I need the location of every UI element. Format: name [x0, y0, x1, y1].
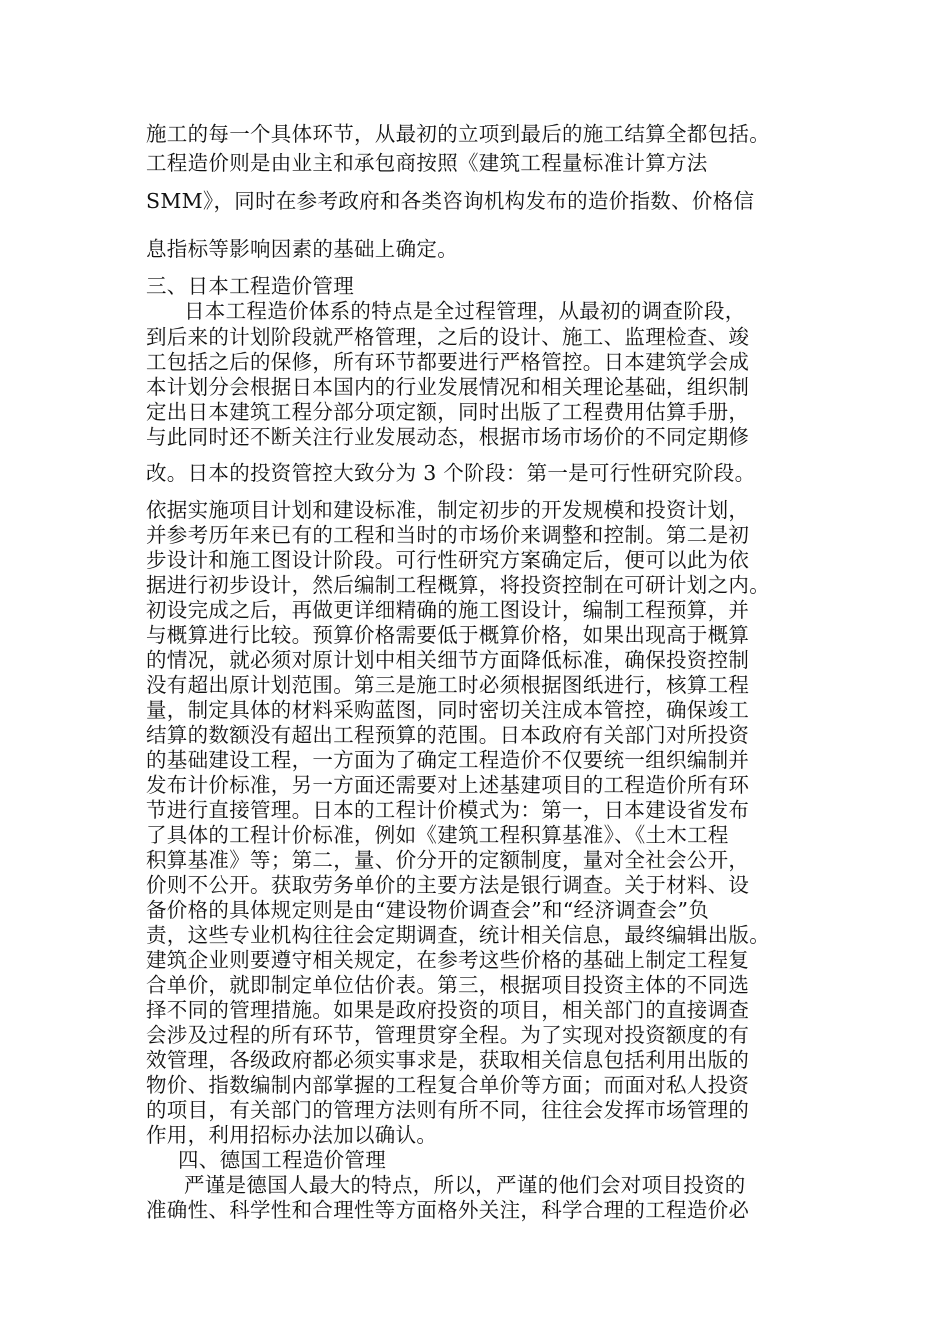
paragraph-line: 工程造价则是由业主和承包商按照《建筑工程量标准计算方法 — [146, 151, 708, 175]
paragraph-line: SMM》，同时在参考政府和各类咨询机构发布的造价指数、价格信 — [146, 189, 755, 213]
paragraph-line: 节进行直接管理。日本的工程计价模式为：第一，日本建设省发布 — [146, 798, 750, 822]
paragraph-line: 结算的数额没有超出工程预算的范围。日本政府有关部门对所投资 — [146, 723, 750, 747]
paragraph-line: 积算基准》等；第二，量、价分开的定额制度，量对全社会公开， — [146, 848, 750, 872]
paragraph-line: 效管理，各级政府都必须实事求是，获取相关信息包括利用出版的 — [146, 1048, 750, 1072]
section-heading-germany: 四、德国工程造价管理 — [178, 1148, 386, 1172]
paragraph-line: 没有超出原计划范围。第三是施工时必须根据图纸进行，核算工程 — [146, 673, 750, 697]
paragraph-line: 依据实施项目计划和建设标准，制定初步的开发规模和投资计划， — [146, 498, 750, 522]
paragraph-line: 并参考历年来已有的工程和当时的市场价来调整和控制。第二是初 — [146, 523, 750, 547]
paragraph-line: 责，这些专业机构往往会定期调查，统计相关信息，最终编辑出版。 — [146, 923, 770, 947]
paragraph-line: 会涉及过程的所有环节，管理贯穿全程。为了实现对投资额度的有 — [146, 1023, 750, 1047]
paragraph-line: 物价、指数编制内部掌握的工程复合单价等方面；而面对私人投资 — [146, 1073, 750, 1097]
paragraph-line: 日本工程造价体系的特点是全过程管理，从最初的调查阶段， — [184, 299, 746, 323]
paragraph-line: 备价格的具体规定则是由“建设物价调查会”和“经济调查会”负 — [146, 898, 710, 922]
paragraph-line: 施工的每一个具体环节，从最初的立项到最后的施工结算全都包括。 — [146, 122, 770, 146]
paragraph-line: 初设完成之后，再做更详细精确的施工图设计，编制工程预算，并 — [146, 598, 750, 622]
paragraph-line: 的基础建设工程，一方面为了确定工程造价不仅要统一组织编制并 — [146, 748, 750, 772]
paragraph-line: 作用，利用招标办法加以确认。 — [146, 1123, 438, 1147]
paragraph-line: 价则不公开。获取劳务单价的主要方法是银行调查。关于材料、设 — [146, 873, 750, 897]
paragraph-line: 本计划分会根据日本国内的行业发展情况和相关理论基础，组织制 — [146, 375, 750, 399]
paragraph-line: 工包括之后的保修，所有环节都要进行严格管控。日本建筑学会成 — [146, 350, 750, 374]
paragraph-line: 息指标等影响因素的基础上确定。 — [146, 237, 458, 261]
paragraph-line: 改。日本的投资管控大致分为 3 个阶段：第一是可行性研究阶段。 — [146, 461, 756, 485]
paragraph-line: 步设计和施工图设计阶段。可行性研究方案确定后，便可以此为依 — [146, 548, 750, 572]
paragraph-line: 与此同时还不断关注行业发展动态，根据市场市场价的不同定期修 — [146, 425, 750, 449]
paragraph-line: 了具体的工程计价标准，例如《建筑工程积算基准》、《土木工程 — [146, 823, 729, 847]
paragraph-line: 量，制定具体的材料采购蓝图，同时密切关注成本管控，确保竣工 — [146, 698, 750, 722]
paragraph-line: 择不同的管理措施。如果是政府投资的项目，相关部门的直接调查 — [146, 998, 750, 1022]
paragraph-line: 的情况，就必须对原计划中相关细节方面降低标准，确保投资控制 — [146, 648, 750, 672]
section-heading-japan: 三、日本工程造价管理 — [146, 274, 354, 298]
paragraph-line: 合单价，就即制定单位估价表。第三，根据项目投资主体的不同选 — [146, 973, 750, 997]
paragraph-line: 到后来的计划阶段就严格管理，之后的设计、施工、监理检查、竣 — [146, 325, 750, 349]
paragraph-line: 与概算进行比较。预算价格需要低于概算价格，如果出现高于概算 — [146, 623, 750, 647]
paragraph-line: 准确性、科学性和合理性等方面格外关注，科学合理的工程造价必 — [146, 1198, 750, 1222]
paragraph-line: 据进行初步设计，然后编制工程概算，将投资控制在可研计划之内。 — [146, 573, 770, 597]
paragraph-line: 发布计价标准，另一方面还需要对上述基建项目的工程造价所有环 — [146, 773, 750, 797]
paragraph-line: 建筑企业则要遵守相关规定，在参考这些价格的基础上制定工程复 — [146, 948, 750, 972]
paragraph-line: 严谨是德国人最大的特点，所以，严谨的他们会对项目投资的 — [184, 1173, 746, 1197]
paragraph-line: 定出日本建筑工程分部分项定额，同时出版了工程费用估算手册， — [146, 400, 750, 424]
paragraph-line: 的项目，有关部门的管理方法则有所不同，往往会发挥市场管理的 — [146, 1098, 750, 1122]
